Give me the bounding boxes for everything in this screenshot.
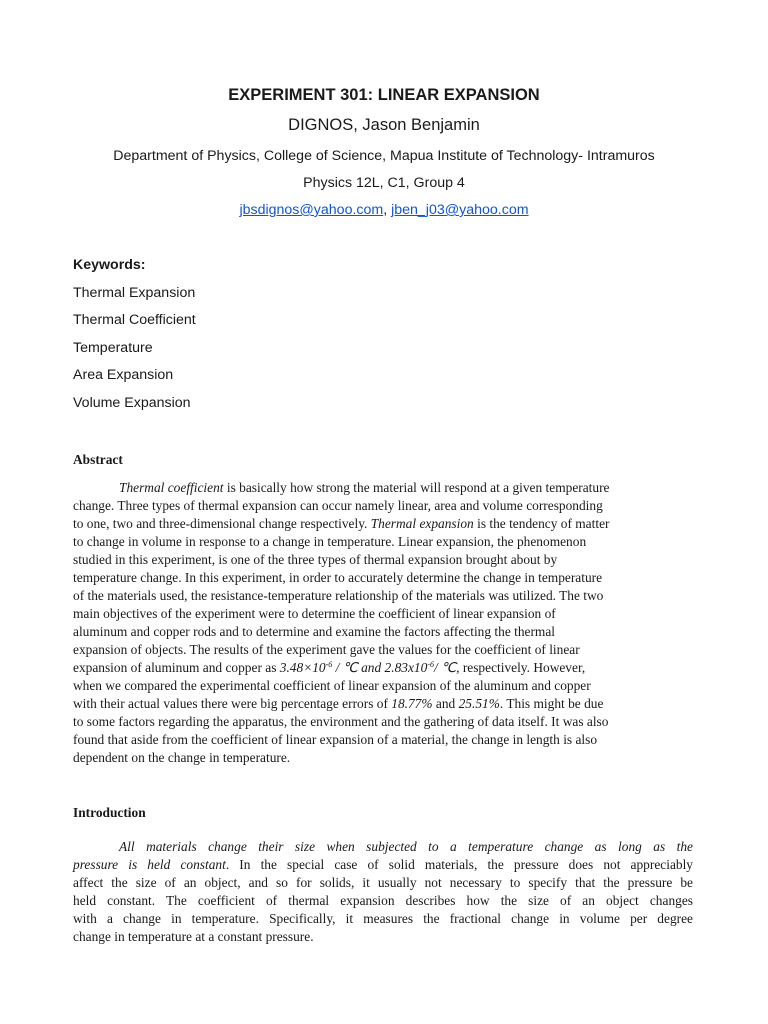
abstract-line: to change in volume in response to a change in temperature. Linear expansion, the phenomenon <box>73 534 587 549</box>
abstract-line: Thermal coefficient is basically how strong the material will respond at a given temperature <box>119 480 610 495</box>
keyword-item: Volume Expansion <box>73 395 191 411</box>
error-copper: 25.51% <box>458 696 500 711</box>
abstract-line: studied in this experiment, is one of the three types of thermal expansion brought about by <box>73 552 558 567</box>
abstract-heading: Abstract <box>73 452 123 467</box>
intro-line: pressure is held constant. In the special case of solid materials, the pressure does not appreciably <box>73 857 693 872</box>
abstract-line: with their actual values there were big percentage errors of 18.77% and 25.51%. This might be due <box>73 696 604 711</box>
email-line <box>0 202 768 218</box>
keyword-item: Area Expansion <box>73 367 174 383</box>
intro-line: held constant. The coefficient of thermal expansion describes how the size of an object changes <box>73 893 693 908</box>
abstract-line: main objectives of the experiment were to determine the coefficient of linear expansion of <box>73 606 556 621</box>
intro-line: All materials change their size when subjected to a temperature change as long as the <box>119 839 693 854</box>
abstract-line: found that aside from the coefficient of linear expansion of a material, the change in length is also <box>73 732 598 747</box>
author-name: DIGNOS, Jason Benjamin <box>288 116 480 134</box>
intro-line: with a change in temperature. Specifically, it measures the fractional change in volume per degree <box>73 911 693 926</box>
keywords-heading: Keywords: <box>73 257 146 273</box>
abstract-line: of the materials used, the resistance-temperature relationship of the materials was utilized. The two <box>73 588 604 603</box>
keyword-item: Thermal Expansion <box>73 285 196 301</box>
abstract-line: temperature change. In this experiment, in order to accurately determine the change in temperature <box>73 570 603 585</box>
email-link-1[interactable]: jbsdignos@yahoo.com <box>239 202 384 218</box>
introduction-body <box>73 838 693 946</box>
keyword-item: Temperature <box>73 340 153 356</box>
abstract-line: to some factors regarding the apparatus, the environment and the gathering of data itself. It was also <box>73 714 609 729</box>
intro-line: change in temperature at a constant pressure. <box>73 929 314 944</box>
abstract-line: when we compared the experimental coefficient of linear expansion of the aluminum and copper <box>73 678 591 693</box>
error-aluminum: 18.77% <box>391 696 433 711</box>
keyword-item: Thermal Coefficient <box>73 312 196 328</box>
affiliation: Department of Physics, College of Science, Mapua Institute of Technology- Intramuros <box>113 148 655 164</box>
document-title: EXPERIMENT 301: LINEAR EXPANSION <box>228 86 540 104</box>
abstract-line: to one, two and three-dimensional change respectively. Thermal expansion is the tendency of matter <box>73 516 610 531</box>
abstract-line: expansion of aluminum and copper as $3.48\times 10^{-6}$ / ℃ and $2.83x10^{-6}/$ ℃, respectively. However, <box>73 660 586 675</box>
abstract-line: dependent on the change in temperature. <box>73 750 291 765</box>
coefficient-aluminum: 3.48×10 <box>279 660 326 675</box>
abstract-body <box>73 479 693 767</box>
course-info: Physics 12L, C1, Group 4 <box>303 175 465 191</box>
abstract-line: change. Three types of thermal expansion can occur namely linear, area and volume corresponding <box>73 498 603 513</box>
email-separator: , <box>383 202 392 218</box>
abstract-line: aluminum and copper rods and to determine and examine the factors affecting the thermal <box>73 624 556 639</box>
introduction-heading: Introduction <box>73 805 146 820</box>
email-link-2[interactable]: jben_j03@yahoo.com <box>391 202 529 218</box>
intro-line: affect the size of an object, and so for solids, it usually not necessary to specify that the pressure be <box>73 875 693 890</box>
abstract-line: expansion of objects. The results of the experiment gave the values for the coefficient of linear <box>73 642 580 657</box>
